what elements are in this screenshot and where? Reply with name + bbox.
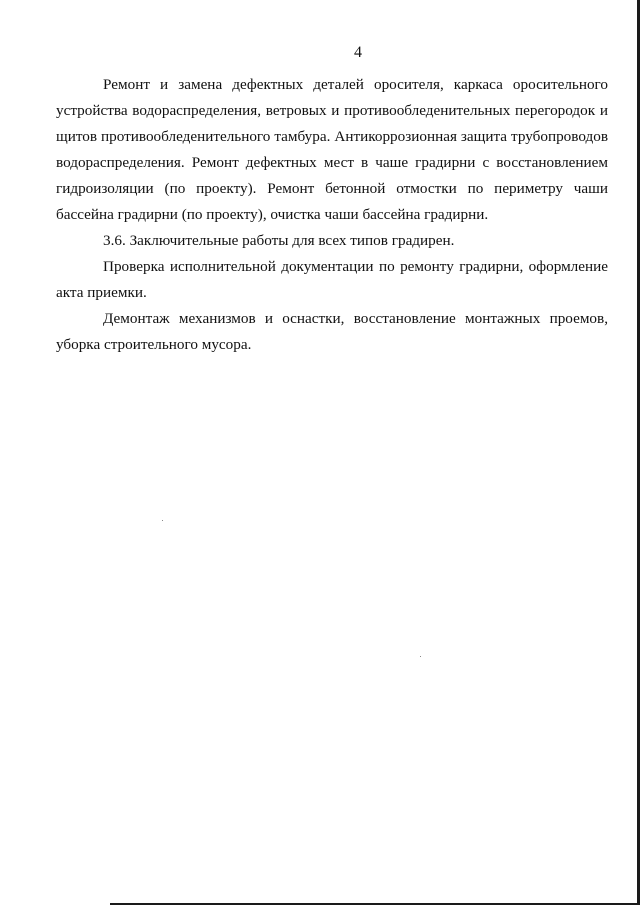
page-number: 4 [354,44,362,61]
section-heading-final-works: 3.6. Заключительные работы для всех типов градирен. [103,232,455,249]
scan-speck [162,520,163,521]
scan-speck [420,656,421,657]
document-body [56,72,608,358]
paragraph-documentation-check: Проверка исполнительной документации по ремонту градирни, оформление акта приемки. [56,258,608,301]
paragraph-dismantling: Демонтаж механизмов и оснастки, восстановление монтажных проемов, уборка строительного мусора. [56,310,608,353]
paragraph-repair: Ремонт и замена дефектных деталей оросителя, каркаса оросительного устройства водораспределения, ветровых и противообледенительных перегородок и щитов противообледенительного тамбура. Антикоррозионная защита трубопроводов водораспределения. Ремонт дефектных мест в чаше градирни с восстановлением гидроизоляции (по проекту). Ремонт бетонной отмостки по периметру чаши бассейна градирни (по проекту), очистка чаши бассейна градирни. [56,76,608,223]
